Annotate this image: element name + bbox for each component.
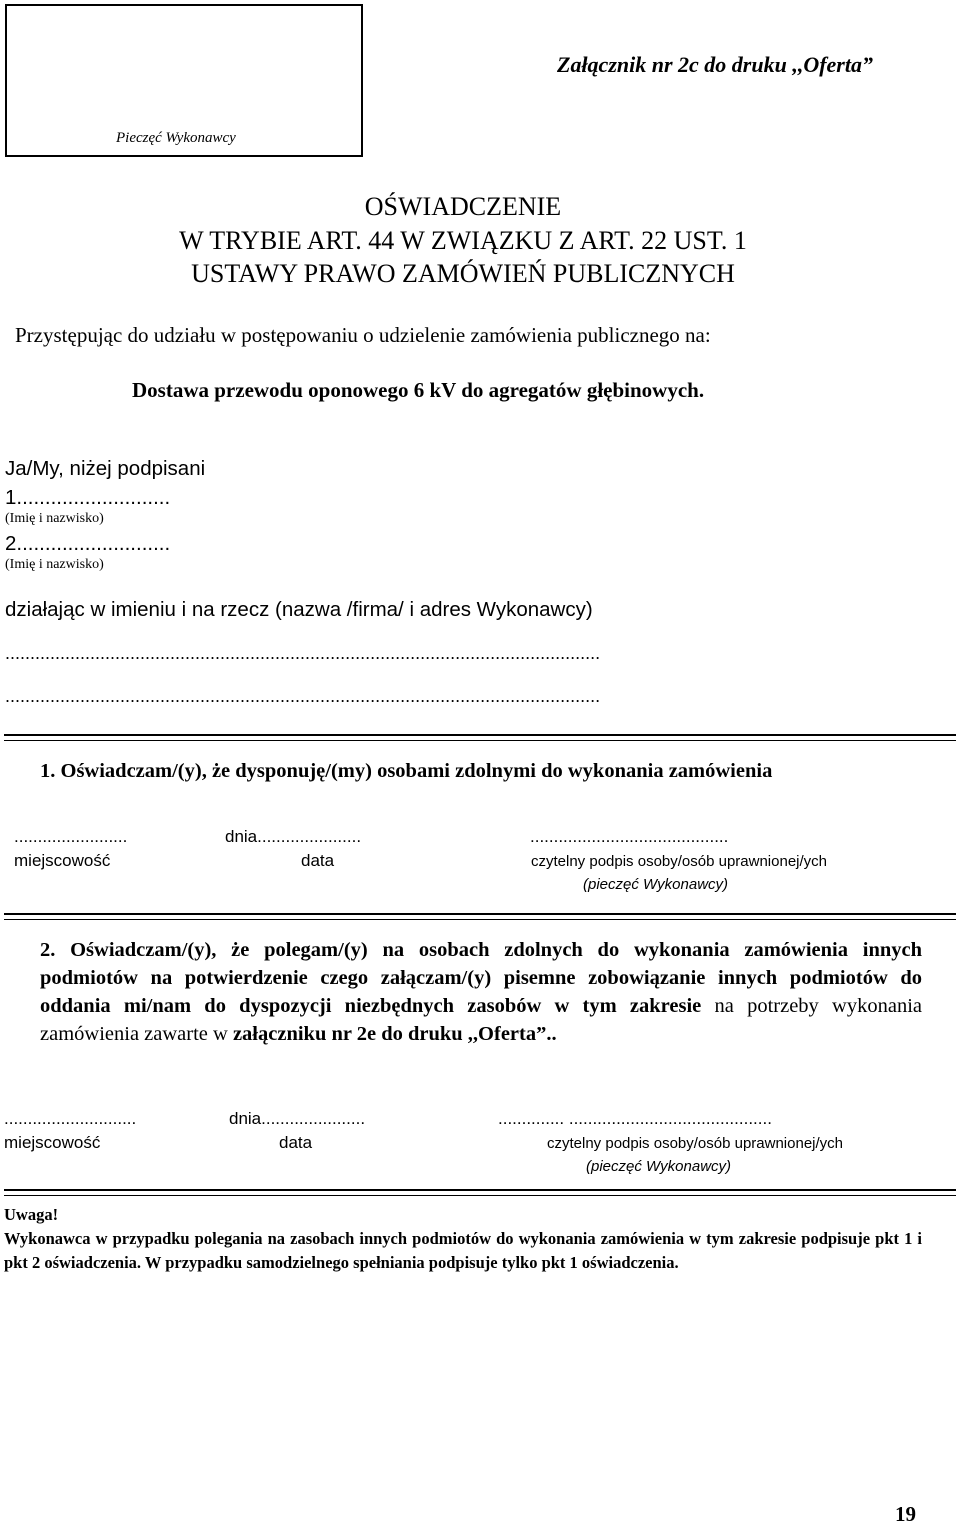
note-text-content: Wykonawca w przypadku polegania na zasobach innych podmiotów do wykonania zamówienia w tym zakresie podpisuje pkt 1 i pkt 2 oświadczenia. W przypadku samodzielnego spełniania podpisuje tylko pkt 1 oświadczenia. — [4, 1229, 922, 1272]
section2-attachment-reference: załączniku nr 2e do druku ,,Oferta”.. — [232, 1023, 557, 1045]
note-text — [4, 1227, 922, 1275]
document-title-line3: USTAWY PRAWO ZAMÓWIEŃ PUBLICZNYCH — [191, 259, 735, 288]
section1-date-dots: dnia...................... — [225, 827, 362, 846]
document-title-line1: OŚWIADCZENIE — [364, 192, 562, 221]
section-divider-top — [4, 1189, 956, 1191]
section2-statement-bold: 2. Oświadczam/(y), że polegam/(y) na osobach zdolnych do wykonania zamówienia innych podmiotów na potwierdzenie czego załączam/(y) pisemne zobowiązanie innych podmiotów do oddania mi/nam do dyspozycji niezbędnych zasobów w tym zakresie — [40, 939, 922, 1017]
annex-title: Załącznik nr 2c do druku ,,Oferta” — [557, 52, 873, 77]
note-heading: Uwaga! — [4, 1205, 59, 1224]
section-divider-bottom — [4, 919, 956, 920]
section-divider-top — [4, 913, 956, 915]
signatory-2-caption: (Imię i nazwisko) — [5, 557, 104, 572]
page-number: 19 — [895, 1502, 916, 1526]
signatory-1-caption: (Imię i nazwisko) — [5, 511, 104, 526]
section1-signature-caption: czytelny podpis osoby/osób uprawnionej/ych — [531, 853, 828, 870]
section2-date-dots: dnia...................... — [229, 1109, 366, 1128]
section2-place-dots: ............................ — [4, 1109, 137, 1128]
section1-place-label: miejscowość — [14, 851, 111, 870]
section2-signature-caption: czytelny podpis osoby/osób uprawnionej/ych — [547, 1135, 844, 1152]
procurement-subject: Dostawa przewodu oponowego 6 kV do agregatów głębinowych. — [132, 378, 705, 402]
section-divider-bottom — [4, 740, 956, 741]
section1-signature-dots: .......................................... — [530, 827, 729, 846]
section2-signature-dots: .............. ........................................... — [498, 1109, 772, 1128]
contractor-name-dots: ....................................................................................................................... — [5, 643, 601, 663]
stamp-label: Pieczęć Wykonawcy — [116, 130, 236, 146]
signatory-1-line: 1........................... — [5, 486, 171, 509]
signatory-2-line: 2........................... — [5, 532, 171, 555]
acting-on-behalf-text: działając w imieniu i na rzecz (nazwa /firma/ i adres Wykonawcy) — [5, 598, 593, 621]
section-divider-bottom — [4, 1195, 956, 1196]
section-divider-top — [4, 734, 956, 736]
section1-place-dots: ........................ — [14, 827, 128, 846]
section2-date-caption: data — [279, 1133, 313, 1152]
intro-text: Przystępując do udziału w postępowaniu o udzielenie zamówienia publicznego na: — [15, 323, 711, 347]
section1-stamp-caption: (pieczęć Wykonawcy) — [583, 876, 729, 893]
section1-date-caption: data — [301, 851, 335, 870]
section2-stamp-caption: (pieczęć Wykonawcy) — [586, 1158, 732, 1175]
section2-place-label: miejscowość — [4, 1133, 101, 1152]
contractor-address-dots: ....................................................................................................................... — [5, 686, 601, 706]
section1-statement: 1. Oświadczam/(y), że dysponuję/(my) osobami zdolnymi do wykonania zamówienia — [40, 760, 773, 782]
section2-statement-regular: na potrzeby wykonania zamówienia zawarte w — [40, 995, 922, 1045]
signatories-heading: Ja/My, niżej podpisani — [5, 457, 206, 480]
document-title-line2: W TRYBIE ART. 44 W ZWIĄZKU Z ART. 22 UST. 1 — [179, 226, 747, 255]
section2-statement — [40, 936, 922, 1048]
